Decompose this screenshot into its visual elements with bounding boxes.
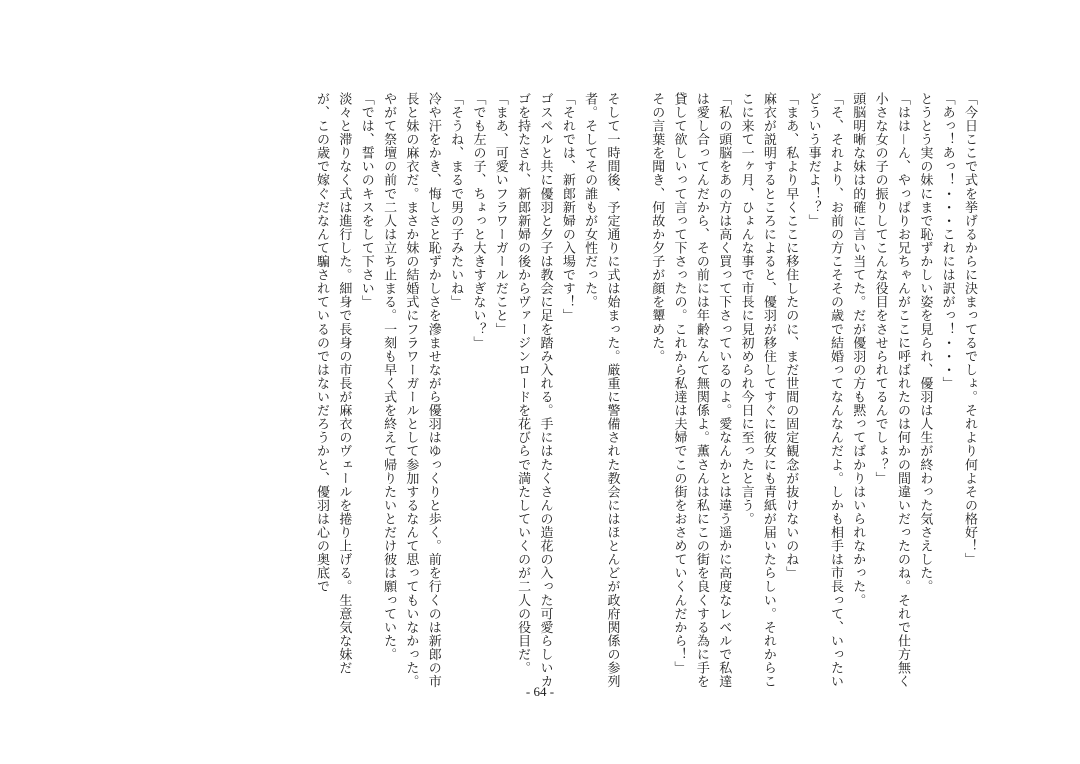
- paragraph: 頭脳明晰な妹は的確に言い当てた。だが優羽の方も黙ってばかりはいられなかった。: [850, 92, 866, 607]
- paragraph: 「はは－ん、やっぱりお兄ちゃんがここに呼ばれたのは何かの間違いだったのね。それで仕方無く小さな女の子の振りしてこんな役目をさせられてるんでしょ？」: [872, 92, 910, 689]
- paragraph: 「それでは、新郎新婦の入場です！」: [559, 92, 575, 323]
- paragraph: 淡々と滞りなく式は進行した。細身で長身の市長が麻衣のヴェールを捲り上げる。生意気な妹だが、この歳で嫁ぐだなんて騙されているのではないだろうかと、優羽は心の奥底で: [314, 92, 352, 675]
- paragraph: やがて祭壇の前で二人は立ち止まる。一刻も早く式を終えて帰りたいとだけ彼は願っていた。: [381, 92, 397, 662]
- blank-line: [623, 92, 645, 692]
- paragraph: 「あっ！あっ！・・・これには訳がっ！・・・」: [939, 92, 955, 391]
- paragraph: 麻衣が説明するところによると、優羽が移住してすぐに彼女にも青紙が届いたらしい。それからここに来て一ヶ月、ひょんな事で市長に見初められ今日に至ったと言う。: [738, 92, 776, 689]
- page-number: - 64 -: [525, 684, 555, 699]
- paragraph: 「私の頭脳をあの方は高く買って下さっているのよ。愛なんかとは違う遥かに高度なレベルで私達は愛し合ってんだから、その前には年齢なんて無関係よ。薫さんは私にこの街を良くする為に手を貸して欲しいって言って下さったの。これから私達は夫婦でこの街をおさめていくんだから！」: [671, 92, 732, 689]
- paragraph: その言葉を聞き、何故か夕子が顔を顰めた。: [649, 92, 665, 363]
- vertical-text-body: [80, 92, 980, 692]
- paragraph: 「まあ、可愛いフラワーガールだこと」: [492, 92, 508, 336]
- paragraph: 冷や汗をかき、悔しさと恥ずかしさを滲ませながら優羽はゆっくりと歩く。前を行くのは新郎の市長と妹の麻衣だ。まさか妹の結婚式にフラワーガールとして参加するなんて思ってもいなかった。: [403, 92, 441, 689]
- paragraph: そして一時間後、予定通りに式は始まった。厳重に警備された教会にはほとんどが政府関係の参列者。そしてその誰もが女性だった。: [582, 92, 620, 689]
- paragraph: 「今日ここで式を挙げるからに決まってるでしょ。それより何よその格好！」: [962, 92, 977, 567]
- paragraph: 「では、誓いのキスをして下さい」: [358, 92, 374, 309]
- paragraph: とうとう実の妹にまで恥ずかしい姿を見られ、優羽は人生が終わった気さえした。: [917, 92, 933, 594]
- paragraph: ゴスペルと共に優羽と夕子は教会に足を踏み入れる。手にはたくさんの造花の入った可愛らしいカゴを持たされ、新郎新婦の後からヴァージンロードを花びらで満たしていくのが二人の役目だ。: [515, 92, 553, 689]
- paragraph: 「そうね、まるで男の子みたいね」: [448, 92, 464, 309]
- paragraph: 「でも左の子、ちょっと大きすぎない？」: [470, 92, 486, 350]
- paragraph: 「そ、それより、お前の方こそその歳で結婚ってなんなんだよ。しかも相手は市長って、いったいどういう事だよ！？」: [805, 92, 843, 689]
- paragraph: 「まあ、私より早くここに移住したのに、まだ世間の固定観念が抜けないのね」: [783, 92, 799, 580]
